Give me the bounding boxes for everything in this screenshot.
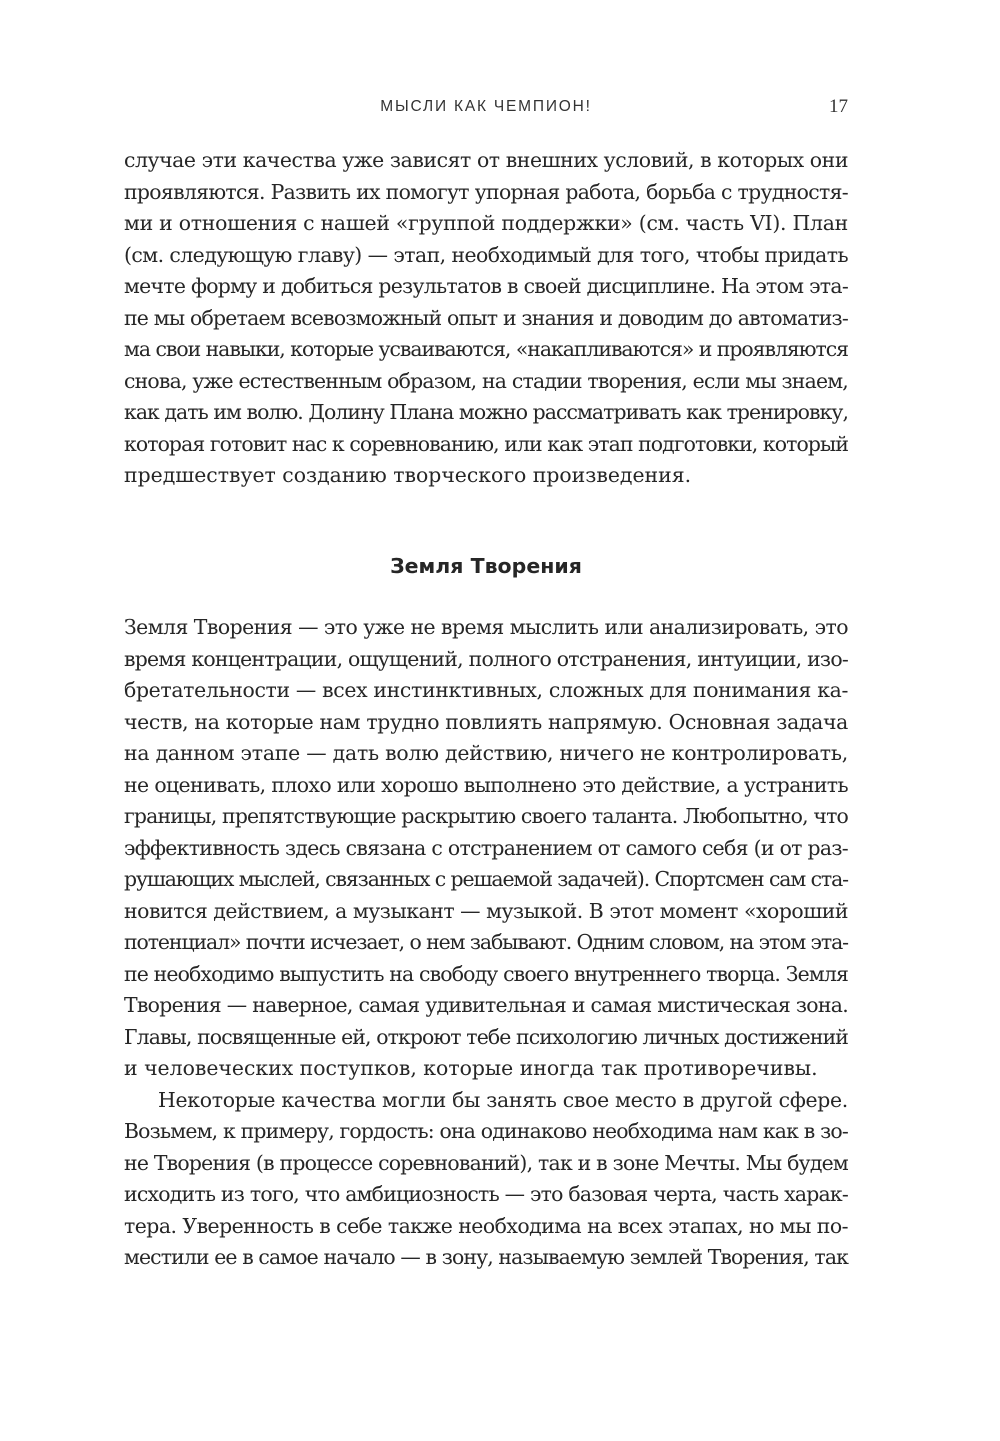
text-line: не оценивать, плохо или хорошо выполнено это действие, а устранить bbox=[124, 772, 848, 797]
body-text bbox=[124, 612, 848, 1274]
text-line: рушающих мыслей, связанных с решаемой задачей). Спортсмен сам ста- bbox=[124, 867, 848, 891]
text-line: тера. Уверенность в себе также необходима на всех этапах, но мы по- bbox=[124, 1213, 848, 1238]
text-line: исходить из того, что амбициозность — это базовая черта, часть харак- bbox=[124, 1182, 848, 1206]
page-number: 17 bbox=[829, 96, 848, 117]
text-line: на данном этапе — дать волю действию, ничего не контролировать, bbox=[124, 741, 848, 765]
text-line: эффективность здесь связана с отстранением от самого себя (и от раз- bbox=[124, 835, 848, 860]
text-line: ми и отношения с нашей «группой поддержки» (см. часть VI). План bbox=[124, 211, 848, 235]
text-line: Возьмем, к примеру, гордость: она одинаково необходима нам как в зо- bbox=[124, 1119, 848, 1143]
text-line: мечте форму и добиться результатов в своей дисциплине. На этом эта- bbox=[124, 274, 848, 298]
text-line: случае эти качества уже зависят от внешних условий, в которых они bbox=[124, 148, 848, 172]
text-line: границы, препятствующие раскрытию своего таланта. Любопытно, что bbox=[124, 804, 848, 828]
text-line: проявляются. Развить их помогут упорная работа, борьба с трудностя- bbox=[124, 179, 848, 204]
text-line: как дать им волю. Долину Плана можно рассматривать как тренировку, bbox=[124, 400, 848, 424]
text-line: честв, на которые нам трудно повлиять напрямую. Основная задача bbox=[124, 709, 848, 734]
text-line: Главы, посвященные ей, откроют тебе психологию личных достижений bbox=[124, 1024, 848, 1049]
text-line: которая готовит нас к соревнованию, или как этап подготовки, который bbox=[124, 431, 848, 456]
text-line: пе мы обретаем всевозможный опыт и знания и доводим до автоматиз- bbox=[124, 305, 848, 330]
text-line: и человеческих поступков, которые иногда так противоречивы. bbox=[124, 1056, 818, 1080]
text-line: местили ее в самое начало — в зону, называемую землей Творения, так bbox=[124, 1245, 848, 1269]
text-line: (см. следующую главу) — этап, необходимый для того, чтобы придать bbox=[124, 242, 848, 267]
paragraph-2 bbox=[124, 612, 848, 1085]
text-line: бретательности — всех инстинктивных, сложных для понимания ка- bbox=[124, 678, 848, 702]
text-line: ма свои навыки, которые усваиваются, «накапливаются» и проявляются bbox=[124, 337, 848, 361]
running-head bbox=[124, 92, 848, 122]
running-title: МЫСЛИ КАК ЧЕМПИОН! bbox=[380, 98, 592, 115]
text-line: предшествует созданию творческого произведения. bbox=[124, 463, 692, 487]
text-line: время концентрации, ощущений, полного отстранения, интуиции, изо- bbox=[124, 646, 848, 671]
text-line: потенциал» почти исчезает, о нем забывают. Одним словом, на этом эта- bbox=[124, 930, 848, 954]
paragraph-3 bbox=[124, 1085, 848, 1274]
text-line: снова, уже естественным образом, на стадии творения, если мы знаем, bbox=[124, 368, 848, 393]
section-heading: Земля Творения bbox=[390, 554, 582, 578]
text-line: пе необходимо выпустить на свободу своего внутреннего творца. Земля bbox=[124, 961, 848, 986]
paragraph-1 bbox=[124, 145, 848, 492]
text-line: Некоторые качества могли бы занять свое место в другой сфере. bbox=[158, 1087, 848, 1112]
text-line: Земля Творения — это уже не время мыслить или анализировать, это bbox=[124, 615, 848, 639]
text-line: новится действием, а музыкант — музыкой. В этот момент «хороший bbox=[124, 898, 848, 923]
text-line: Творения — наверное, самая удивительная и самая мистическая зона. bbox=[124, 993, 848, 1017]
text-line: не Творения (в процессе соревнований), так и в зоне Мечты. Мы будем bbox=[124, 1150, 848, 1175]
